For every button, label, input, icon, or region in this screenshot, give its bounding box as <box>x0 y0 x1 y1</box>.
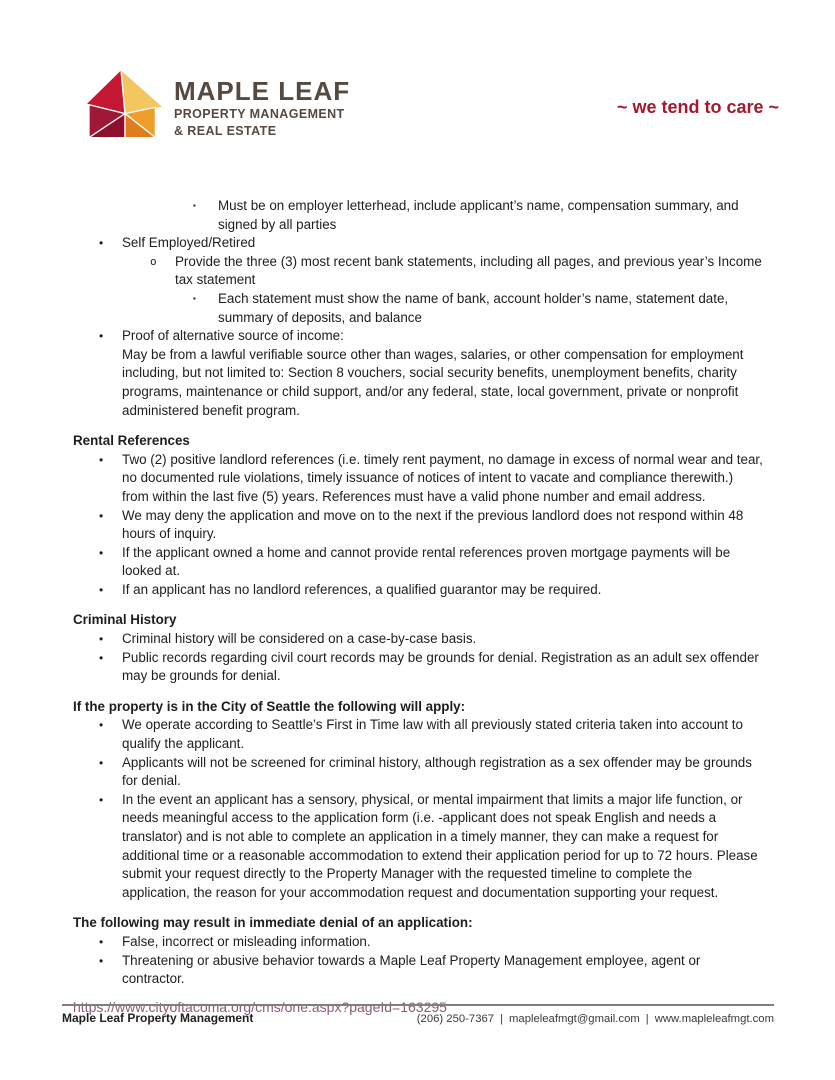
intro-list <box>73 197 763 420</box>
list-item <box>73 507 763 544</box>
footer-contact-info <box>417 1013 774 1025</box>
footer-separator: | <box>645 1013 649 1025</box>
footer-email: mapleleafmgt@gmail.com <box>509 1013 640 1025</box>
list-item <box>73 630 763 649</box>
document-body <box>73 197 763 1017</box>
footer-company-name: Maple Leaf Property Management <box>62 1011 254 1025</box>
sections-container <box>73 432 763 989</box>
bullet-icon: • <box>99 545 104 560</box>
brand-subtitle-2: & REAL ESTATE <box>174 123 277 138</box>
bullet-icon: • <box>99 934 104 949</box>
letterhead <box>0 0 835 170</box>
list-item <box>73 327 763 420</box>
list-item-text: In the event an applicant has a sensory, physical, or mental impairment that limits a major life function, or needs meaningful access to the application form (i.e. -applicant does not speak English and needs a translator) and is not able to complete an application in a timely manner, they can make a request for additional time or a reasonable accommodation to extend their application period for up to 72 hours. Please submit your request directly to the Property Manager with the requested timeline to complete the application, the reason for your accommodation request and documentation supporting your request. <box>122 791 758 900</box>
list-item-text: Criminal history will be considered on a case-by-case basis. <box>122 631 477 647</box>
list-item <box>73 544 763 581</box>
tacoma-rental-code-link[interactable]: https://www.cityoftacoma.org/cms/one.aspx?pageId=163295 <box>73 998 447 1015</box>
brand-text-block <box>174 67 350 139</box>
list-item <box>73 754 763 791</box>
list-item <box>73 451 763 507</box>
bullet-icon: • <box>99 953 104 968</box>
list-item-text: If the applicant owned a home and cannot provide rental references proven mortgage payments will be looked at. <box>122 544 731 579</box>
house-logo-icon <box>85 67 165 141</box>
list-item-text: Must be on employer letterhead, include applicant’s name, compensation summary, and signed by all parties <box>218 198 739 232</box>
list-item-text: We may deny the application and move on to the next if the previous landlord does not respond within 48 hours of inquiry. <box>122 507 744 542</box>
list-item <box>73 290 763 327</box>
bullet-icon: ▪ <box>193 201 196 210</box>
footer-separator: | <box>500 1013 503 1025</box>
list-item <box>73 197 763 234</box>
list-item-text: Applicants will not be screened for criminal history, although registration as a sex offender may be grounds for denial. <box>122 754 752 789</box>
bullet-icon: • <box>99 632 104 647</box>
section-heading: Rental References <box>73 433 190 449</box>
page-footer <box>62 1004 774 1025</box>
bullet-icon: • <box>99 236 104 251</box>
bullet-icon: • <box>99 582 104 597</box>
list-item <box>73 581 763 600</box>
list-item-text: Provide the three (3) most recent bank statements, including all pages, and previous year’s Income tax statement <box>175 253 762 288</box>
list-item-text: If an applicant has no landlord references, a qualified guarantor may be required. <box>122 581 602 597</box>
list-item <box>73 716 763 753</box>
list-item-continuation: May be from a lawful verifiable source other than wages, salaries, or other compensation for employment including, but not limited to: Section 8 vouchers, social security benefits, unemployment benefits, charity programs, maintenance or child support, and/or any federal, state, local government, private or nonprofit administered benefit program. <box>122 346 744 418</box>
bullet-icon: • <box>99 508 104 523</box>
bullet-icon: • <box>99 755 104 770</box>
section-heading: Criminal History <box>73 612 177 628</box>
section-heading: If the property is in the City of Seattle the following will apply: <box>73 698 466 714</box>
bullet-icon: o <box>150 254 157 268</box>
footer-website: www.mapleleafmgt.com <box>654 1013 774 1025</box>
list-item-text: False, incorrect or misleading information. <box>122 933 371 949</box>
list-item <box>73 234 763 253</box>
bullet-icon: • <box>99 329 104 344</box>
brand-subtitle-1: PROPERTY MANAGEMENT <box>174 107 345 121</box>
bullet-icon: • <box>99 718 104 733</box>
bullet-icon: • <box>99 792 104 807</box>
list-item <box>73 649 763 686</box>
footer-phone: (206) 250-7367 <box>416 1013 495 1025</box>
list-item <box>73 791 763 903</box>
list-item-text: Each statement must show the name of bank, account holder’s name, statement date, summary of deposits, and balance <box>218 290 729 325</box>
bullet-icon: • <box>99 452 104 467</box>
bullet-icon: • <box>99 650 104 665</box>
list-item-text: We operate according to Seattle’s First in Time law with all previously stated criteria taken into account to qualify the applicant. <box>122 717 743 752</box>
list-item-text: Threatening or abusive behavior towards a Maple Leaf Property Management employee, agent or contractor. <box>122 952 701 987</box>
section-heading: The following may result in immediate denial of an application: <box>73 915 473 931</box>
logo <box>85 67 350 141</box>
list-item-text: Self Employed/Retired <box>122 235 256 251</box>
list-item <box>73 253 763 290</box>
list-item-text: Proof of alternative source of income: May be from a lawful verifiable source other than wages, salaries, or other compensation for employment including, but not limited to: Section 8 vouchers, social security benefits, unemployment benefits, charity programs, maintenance or child support, and/or any federal, state, local government, private or nonprofit administered benefit program. <box>122 327 763 420</box>
bullet-icon: ▪ <box>193 293 196 303</box>
list-item-text: Public records regarding civil court records may be grounds for denial. Registration as an adult sex offender may be grounds for denial. <box>122 649 759 684</box>
brand-name: MAPLE LEAF <box>174 76 351 106</box>
list-item <box>73 933 763 952</box>
list-item <box>73 952 763 989</box>
company-tagline: ~ we tend to care ~ <box>616 97 779 117</box>
list-item-text: Two (2) positive landlord references (i.e. timely rent payment, no damage in excess of normal wear and tear, no documented rule violations, timely issuance of notices of intent to vacate and compliance therewith.) from within the last five (5) years. References must have a valid phone number and email address. <box>122 451 763 504</box>
